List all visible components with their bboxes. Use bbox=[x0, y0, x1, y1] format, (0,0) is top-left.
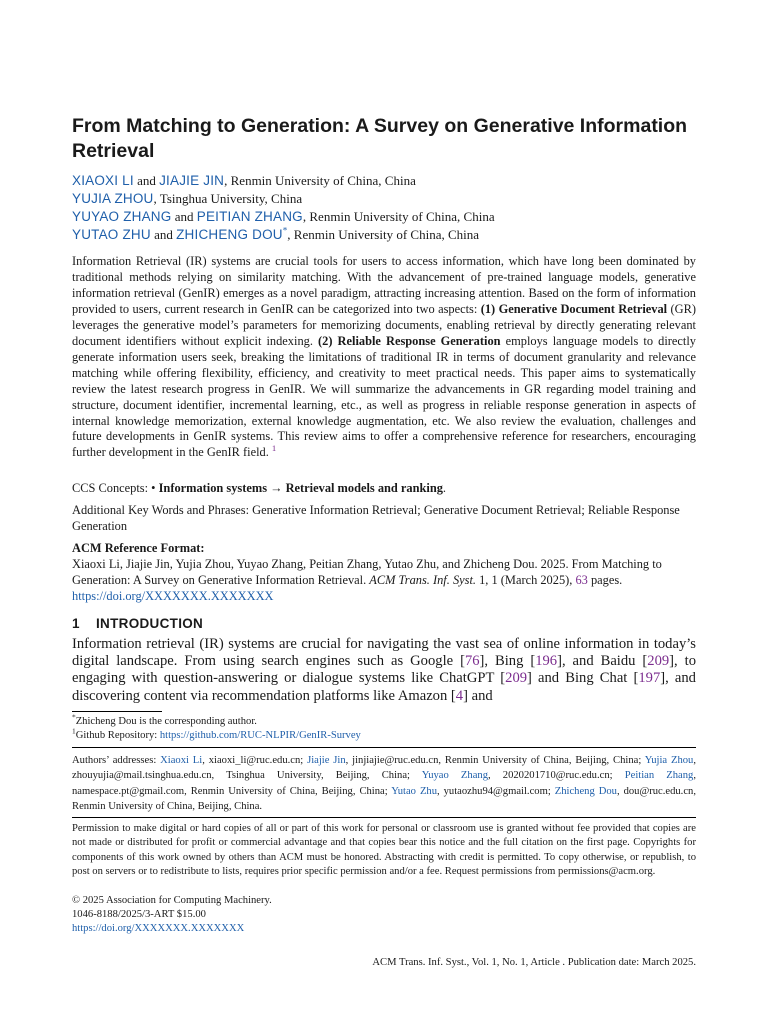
footnote-mark: 1 bbox=[72, 726, 76, 736]
ccs-label: CCS Concepts: • bbox=[72, 481, 159, 495]
doi-footer-link[interactable]: https://doi.org/XXXXXXX.XXXXXXX bbox=[72, 923, 245, 934]
abstract-bold-rrg: (2) Reliable Response Generation bbox=[318, 333, 501, 348]
footnote-mark: * bbox=[72, 712, 76, 722]
address-link-jiajie-jin[interactable]: Jiajie Jin bbox=[307, 755, 346, 766]
author-affiliation: , Tsinghua University, China bbox=[153, 191, 303, 206]
author-link-yutao-zhu[interactable]: YUTAO ZHU bbox=[72, 227, 151, 242]
acm-reference-text: pages. bbox=[587, 573, 623, 587]
intro-paragraph bbox=[72, 636, 696, 705]
footnote-divider bbox=[72, 711, 162, 712]
author-line-2 bbox=[72, 190, 696, 208]
abstract-text: (GR) leverages the generative model’s parameters for memorizing documents, enabling retrieval by directly generating relevant document identifiers without explicit indexing. bbox=[72, 301, 697, 348]
github-repo-link[interactable]: https://github.com/RUC-NLPIR/GenIR-Survey bbox=[159, 730, 361, 741]
author-and: and bbox=[150, 227, 177, 242]
permission-notice: Permission to make digital or hard copies of all or part of this work for personal or classroom use is granted without fee provided that copies are not made or distributed for profit or commercial advantage and that copies bear this notice and the full citation on the first page. Copyrights for components of this work owned by others than ACM must be honored. Abstracting with credit is permitted. To copy otherwise, or republish, to post on servers or to redistribute to lists, requires prior specific permission and/or a fee. Request permissions from permissions@acm.org. bbox=[72, 823, 696, 877]
author-link-peitian-zhang[interactable]: PEITIAN ZHANG bbox=[196, 209, 303, 224]
footnote-corresponding bbox=[72, 712, 257, 729]
intro-text: ] and Bing Chat [ bbox=[527, 670, 639, 687]
citation-link[interactable]: 209 bbox=[505, 670, 528, 687]
address-text: , yutaozhu94@gmail.com; bbox=[437, 785, 555, 797]
ccs-concepts bbox=[72, 480, 696, 496]
citation-link[interactable]: 197 bbox=[638, 670, 661, 687]
author-block bbox=[72, 172, 696, 244]
address-link-yujia-zhou[interactable]: Yujia Zhou bbox=[644, 755, 694, 766]
address-text: , xiaoxi_li@ruc.edu.cn; bbox=[202, 755, 308, 766]
author-and: and bbox=[171, 209, 197, 224]
author-line-3 bbox=[72, 208, 696, 226]
author-line-4 bbox=[72, 226, 696, 244]
author-line-1 bbox=[72, 172, 696, 190]
address-text: , jinjiajie@ruc.edu.cn, Renmin University of China, Beijing, China; bbox=[345, 755, 645, 766]
intro-text: ], to engaging with question-answering or dialogue systems like ChatGPT [ bbox=[72, 653, 696, 687]
acm-reference-text: Xiaoxi Li, Jiajie Jin, Yujia Zhou, Yuyao Zhang, Peitian Zhang, Yutao Zhu, and Zhicheng Dou. 2025. From Matching to Generation: A Survey on Generative Information Retrieval. bbox=[72, 557, 662, 587]
citation-link[interactable]: 76 bbox=[464, 653, 480, 670]
citation-link[interactable]: 209 bbox=[647, 653, 670, 670]
page-count-link[interactable]: 63 bbox=[575, 573, 588, 587]
abstract bbox=[72, 254, 696, 461]
footnote-text: Github Repository: bbox=[75, 730, 160, 741]
intro-text: Information retrieval (IR) systems are crucial for navigating the vast sea of online information in today’s digital landscape. From using search engines such as Google [ bbox=[72, 636, 696, 670]
section-title: INTRODUCTION bbox=[96, 616, 204, 631]
author-link-xiaoxi-li[interactable]: XIAOXI LI bbox=[72, 173, 134, 188]
author-affiliation: , Renmin University of China, China bbox=[287, 227, 480, 242]
ccs-value: Information systems → Retrieval models and ranking bbox=[158, 481, 443, 495]
intro-text: ], and discovering content via recommendation platforms like Amazon [ bbox=[72, 670, 696, 704]
issn-line: 1046-8188/2025/3-ART $15.00 bbox=[72, 909, 206, 920]
footnote-github bbox=[72, 726, 361, 743]
address-divider bbox=[72, 747, 696, 748]
abstract-text: Information Retrieval (IR) systems are crucial tools for users to access information, which have long been dominated by traditional methods relying on similarity matching. With the advancement of pre-trained language models, generative information retrieval (GenIR) emerges as a novel paradigm, attracting increasing attention. Based on the form of information provided to users, current research in GenIR can be categorized into two aspects: bbox=[72, 254, 696, 316]
footnote-ref-1[interactable]: 1 bbox=[271, 443, 277, 454]
intro-text: ], Bing [ bbox=[479, 653, 536, 670]
address-text: , namespace.pt@gmail.com, Renmin University of China, Beijing, China; bbox=[72, 770, 697, 797]
author-link-jiajie-jin[interactable]: JIAJIE JIN bbox=[159, 173, 225, 188]
permission-divider bbox=[72, 817, 696, 818]
ccs-end: . bbox=[442, 481, 447, 495]
address-link-yuyao-zhang[interactable]: Yuyao Zhang bbox=[421, 770, 488, 782]
address-text: , dou@ruc.edu.cn, Renmin University of China, Beijing, China. bbox=[72, 785, 696, 812]
section-heading-introduction bbox=[72, 615, 696, 633]
address-link-peitian-zhang[interactable]: Peitian Zhang bbox=[624, 770, 694, 782]
authors-addresses bbox=[72, 753, 696, 814]
citation-link[interactable]: 4 bbox=[455, 687, 464, 704]
acm-reference-heading: ACM Reference Format: bbox=[72, 541, 205, 555]
author-affiliation: , Renmin University of China, China bbox=[224, 173, 416, 188]
doi-link[interactable]: https://doi.org/XXXXXXX.XXXXXXX bbox=[72, 589, 274, 603]
author-and: and bbox=[133, 173, 160, 188]
author-link-yujia-zhou[interactable]: YUJIA ZHOU bbox=[72, 191, 154, 206]
footnote-text: Zhicheng Dou is the corresponding author. bbox=[75, 716, 257, 727]
address-link-zhicheng-dou[interactable]: Zhicheng Dou bbox=[554, 785, 617, 797]
author-link-zhicheng-dou[interactable]: ZHICHENG DOU bbox=[176, 227, 283, 242]
intro-text: ] and bbox=[463, 687, 493, 704]
section-number: 1 bbox=[72, 616, 80, 631]
citation-link[interactable]: 196 bbox=[535, 653, 558, 670]
paper-title: From Matching to Generation: A Survey on Generative Information Retrieval bbox=[72, 115, 688, 162]
author-link-yuyao-zhang[interactable]: YUYAO ZHANG bbox=[72, 209, 172, 224]
acm-reference bbox=[72, 540, 696, 604]
address-text: , zhouyujia@mail.tsinghua.edu.cn, Tsinghua University, Beijing, China; bbox=[72, 755, 696, 782]
abstract-text: employs language models to directly generate information users seek, breaking the limitations of traditional IR in terms of document granularity and relevance matching while offering flexibility, efficiency, and creativity to meet practical needs. This paper aims to systematically review the latest research progress in GenIR. We will summarize the advancements in GR regarding model training and structure, document identifier, incremental learning, etc., as well as progress in reliable response generation in aspects of internal knowledge memorization, external knowledge augmentation, etc. We also review the evaluation, challenges and future developments in GenIR systems. This review aims to offer a comprehensive reference for researchers, encouraging further development in the GenIR field. bbox=[72, 333, 696, 460]
corresponding-mark: * bbox=[282, 225, 288, 236]
addresses-label: Authors’ addresses: bbox=[72, 755, 161, 766]
running-footer: ACM Trans. Inf. Syst., Vol. 1, No. 1, Article . Publication date: March 2025. bbox=[372, 957, 696, 968]
address-link-xiaoxi-li[interactable]: Xiaoxi Li bbox=[160, 755, 203, 766]
copyright-line: © 2025 Association for Computing Machinery. bbox=[72, 895, 272, 906]
intro-text: ], and Baidu [ bbox=[557, 653, 648, 670]
abstract-bold-gr: (1) Generative Document Retrieval bbox=[480, 301, 668, 316]
acm-reference-journal: ACM Trans. Inf. Syst. bbox=[369, 573, 477, 587]
keywords: Additional Key Words and Phrases: Generative Information Retrieval; Generative Document Retrieval; Reliable Response Generation bbox=[72, 503, 680, 533]
acm-reference-text: 1, 1 (March 2025), bbox=[476, 573, 576, 587]
author-affiliation: , Renmin University of China, China bbox=[302, 209, 495, 224]
address-text: , 2020201710@ruc.edu.cn; bbox=[488, 770, 625, 782]
address-link-yutao-zhu[interactable]: Yutao Zhu bbox=[391, 785, 438, 797]
